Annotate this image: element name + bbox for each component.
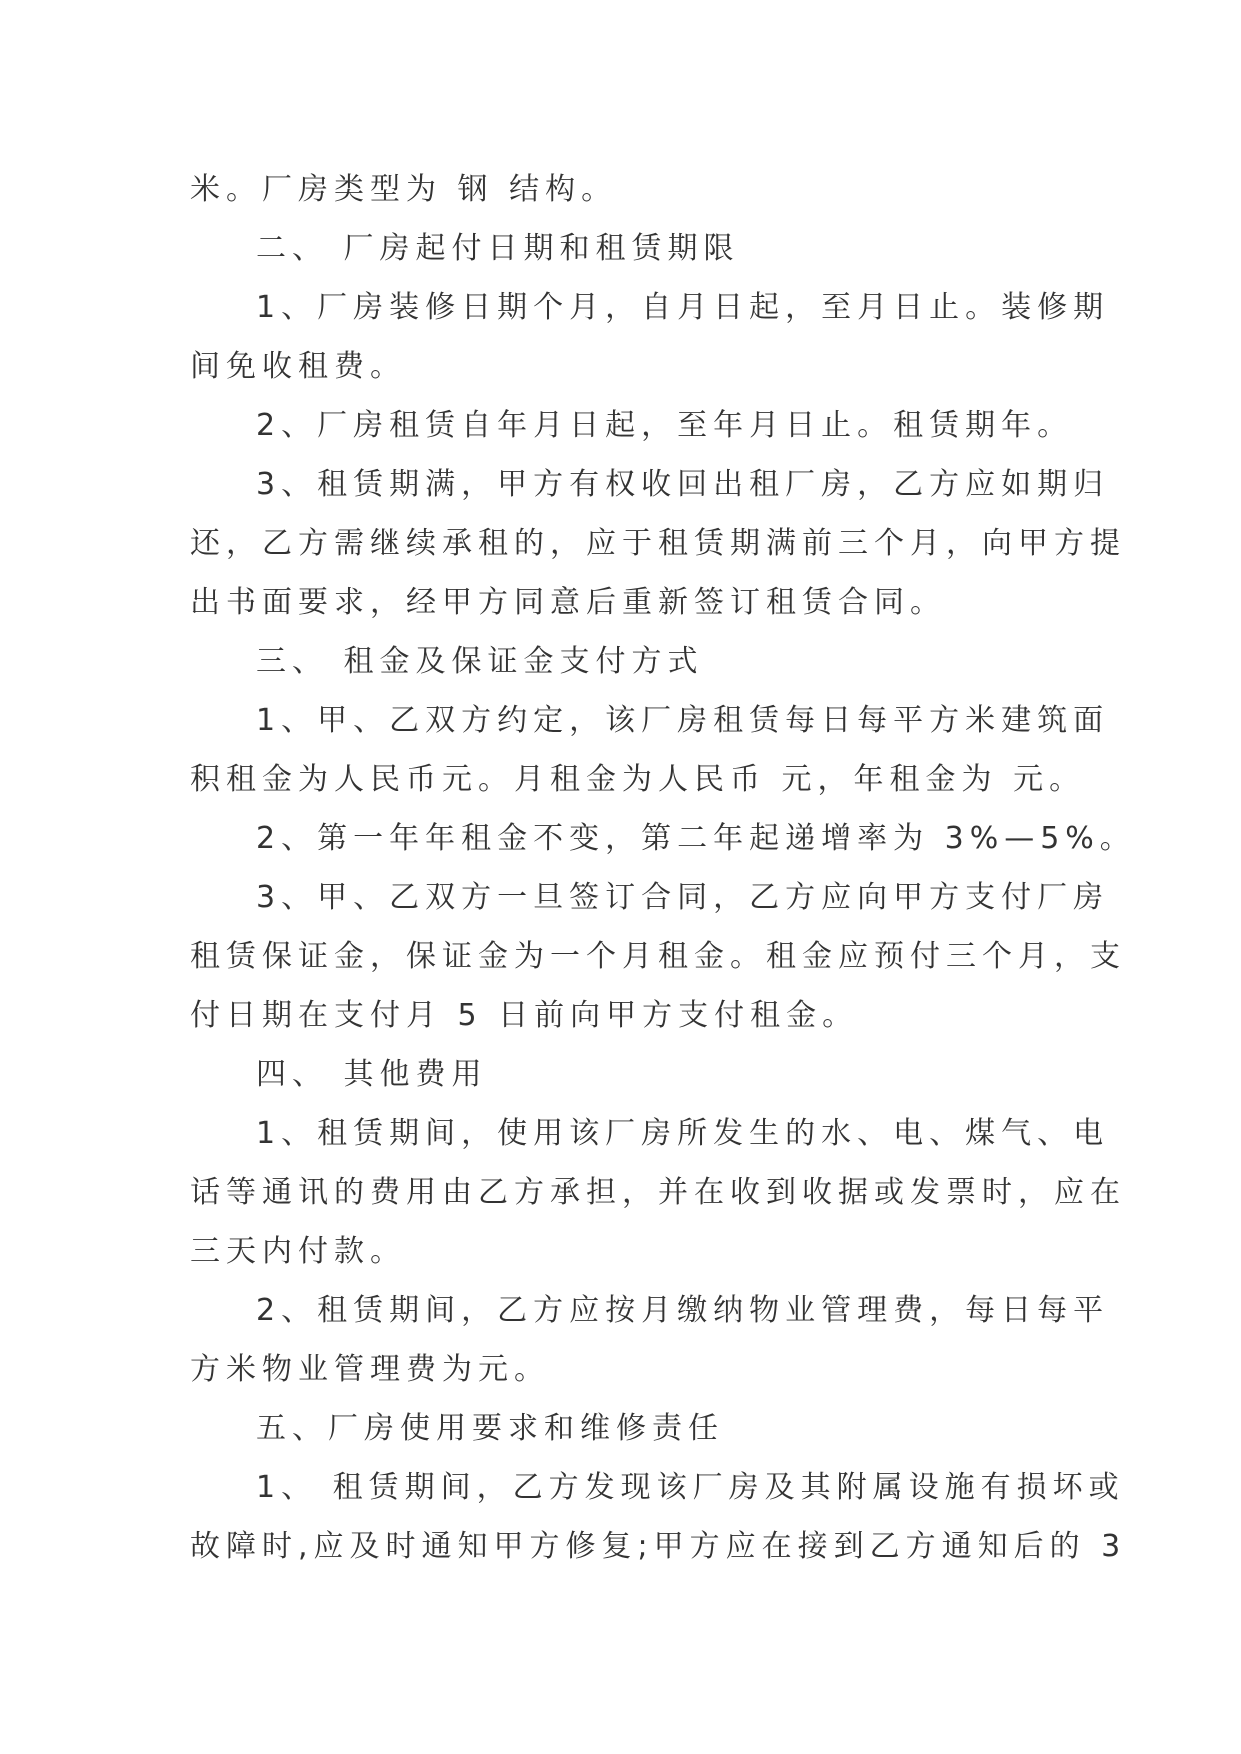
text-line-21: 方米物业管理费为元。 xyxy=(190,1352,550,1387)
text-line-13: 3、甲、乙双方一旦签订合同，乙方应向甲方支付厂房 xyxy=(256,880,1110,915)
text-line-17: 1、租赁期间，使用该厂房所发生的水、电、煤气、电 xyxy=(256,1116,1110,1151)
text-line-18: 话等通讯的费用由乙方承担，并在收到收据或发票时，应在 xyxy=(190,1175,1126,1210)
section-heading-4: 四、 其他费用 xyxy=(256,1057,488,1092)
text-line-1: 米。厂房类型为 钢 结构。 xyxy=(190,172,618,207)
section-heading-5: 五、厂房使用要求和维修责任 xyxy=(256,1411,724,1446)
text-line-3: 1、厂房装修日期个月，自月日起，至月日止。装修期 xyxy=(256,290,1110,325)
text-line-4: 间免收租费。 xyxy=(190,349,406,384)
section-heading-3: 三、 租金及保证金支付方式 xyxy=(256,644,704,679)
section-heading-2: 二、 厂房起付日期和租赁期限 xyxy=(256,231,740,266)
text-line-10: 1、甲、乙双方约定，该厂房租赁每日每平方米建筑面 xyxy=(256,703,1110,738)
text-line-7: 还，乙方需继续承租的，应于租赁期满前三个月，向甲方提 xyxy=(190,526,1126,561)
text-line-14: 租赁保证金，保证金为一个月租金。租金应预付三个月，支 xyxy=(190,939,1126,974)
text-line-20: 2、租赁期间，乙方应按月缴纳物业管理费，每日每平 xyxy=(256,1293,1110,1328)
text-line-8: 出书面要求，经甲方同意后重新签订租赁合同。 xyxy=(190,585,946,620)
text-line-19: 三天内付款。 xyxy=(190,1234,406,1269)
text-line-5: 2、厂房租赁自年月日起，至年月日止。租赁期年。 xyxy=(256,408,1074,443)
text-line-15: 付日期在支付月 5 日前向甲方支付租金。 xyxy=(190,998,859,1033)
text-line-24: 故障时,应及时通知甲方修复;甲方应在接到乙方通知后的 3 xyxy=(190,1529,1127,1564)
document-body xyxy=(190,160,1136,1576)
text-line-12: 2、第一年年租金不变，第二年起递增率为 3%—5%。 xyxy=(256,821,1136,856)
text-line-23: 1、 租赁期间，乙方发现该厂房及其附属设施有损坏或 xyxy=(256,1470,1125,1505)
text-line-6: 3、租赁期满，甲方有权收回出租厂房，乙方应如期归 xyxy=(256,467,1110,502)
text-line-11: 积租金为人民币元。月租金为人民币 元，年租金为 元。 xyxy=(190,762,1086,797)
